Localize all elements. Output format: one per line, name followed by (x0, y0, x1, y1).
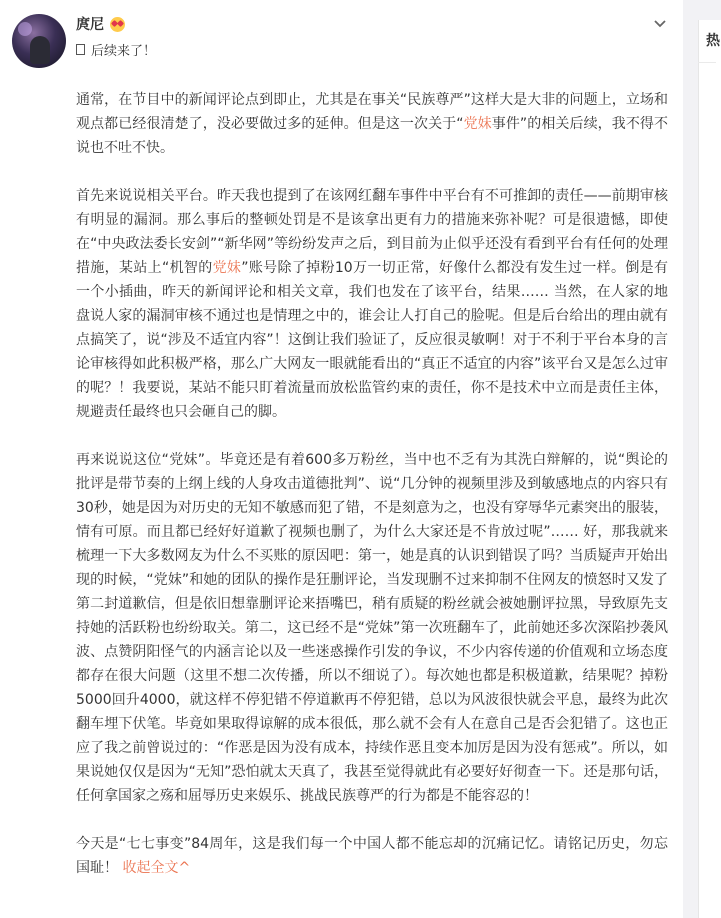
paragraph-text: ”账号除了掉粉10万一切正常，好像什么都没有发生过一样。倒是有一个小插曲，昨天的新闻评论和相关文章，我们也发在了该平台，结果…… 当然，在人家的地盘说人家的漏洞审核不通过也是情理之中的，谁会让人打自己的脸呢。但是后台给出的理由就有点搞笑了，说“涉及不适宜内容”！这倒让我们验证了，反应很灵敏啊！对于不利于平台本身的言论审核得如此积极严格，那么广大网友一眼就能看出的“真正不适宜的内容”该平台又是怎么过审的呢？！我要说，某站不能只盯着流量而放松监管约束的责任，你不是技术中立而是责任主体，规避责任最终也只会砸自己的脚。 (76, 260, 668, 420)
avatar-glow (18, 22, 32, 36)
post-paragraph (76, 88, 668, 160)
chevron-down-icon[interactable] (652, 16, 668, 32)
post-subtitle: 后续来了！ (91, 44, 157, 59)
collapse-arrow-icon[interactable]: ^ (178, 860, 191, 876)
paragraph-text: 首先来说说相关平台。昨天我也提到了在该网红翻车事件中平台有不可推卸的责任——前期审核有明显的漏洞。那么事后的整顿处罚是不是该拿出更有力的措施来弥补呢？可是很遗憾，即使在“中央政法委长安剑”“新华网”等纷纷发声之后，到目前为止似乎还没有看到平台有任何的处理措施，某站上“机智的 (76, 188, 668, 276)
post-content (76, 88, 668, 880)
collapse-full-text-link[interactable]: 收起全文 (122, 860, 179, 876)
post-paragraph (76, 832, 668, 880)
missing-glyph-icon (76, 44, 85, 55)
avatar-figure (30, 36, 50, 64)
right-sidebar (698, 20, 721, 918)
paragraph-text: 再来说说这位“党妹”。毕竟还是有着600多万粉丝，当中也不乏有为其洗白辩解的，说“舆论的批评是带节奏的上纲上线的人身攻击道德批判”、说“几分钟的视频里涉及到敏感地点的内容只有30秒，她是因为对历史的无知不敏感而犯了错，不是刻意为之，也没有穿辱华元素突出的服装，情有可原。而且都已经好好道歉了视频也删了，为什么大家还是不肯放过呢”…… 好，那我就来梳理一下大多数网友为什么不买账的原因吧：第一，她是真的认识到错误了吗？当质疑声开始出现的时候，“党妹”和她的团队的操作是狂删评论，当发现删不过来抑制不住网友的愤怒时又发了第二封道歉信，但是依旧想靠删评论来捂嘴巴，稍有质疑的粉丝就会被她删评拉黑，导致原先支持她的活跃粉也纷纷取关。第二，这已经不是“党妹”第一次班翻车了，此前她还多次深陷抄袭风波、点赞阴阳怪气的内涵言论以及一些迷惑操作引发的争议，不少内容传递的价值观和立场态度都存在很大问题（这里不想二次传播，所以不细说了）。每次她也都是积极道歉，结果呢？掉粉5000回升4000，就这样不停犯错不停道歉再不停犯错，总以为风波很快就会平息，最终为此次翻车埋下伏笔。毕竟如果取得谅解的成本很低，那么就不会有人在意自己是否会犯错了。这也正应了我之前曾说过的：“作恶是因为没有成本，持续作恶且变本加厉是因为没有惩戒”。所以，如果说她仅仅是因为“无知”恐怕就太天真了，我甚至觉得就此有必要好好彻查一下。还是那句话，任何拿国家之殇和屈辱历史来娱乐、挑战民族尊严的行为都是不能容忍的！ (76, 452, 668, 804)
paragraph-text: 通常，在节目中的新闻评论点到即止，尤其是在事关“民族尊严”这样大是大非的问题上，立场和观点都已经很清楚了，没必要做过多的延伸。但是这一次关于“ (76, 92, 668, 132)
sidebar-hot-label: 热 (706, 33, 720, 49)
paragraph-text: 事件”的相关后续，我不得不说也不吐不快。 (76, 116, 668, 156)
heart-eyes-emoji-icon (110, 17, 125, 32)
author-name[interactable]: 庹尼 (76, 17, 104, 33)
avatar[interactable] (12, 14, 66, 68)
post-subtitle-row (76, 40, 156, 59)
sidebar-divider (698, 62, 716, 63)
paragraph-text: 今天是“七七事变”84周年，这是我们每一个中国人都不能忘却的沉痛记忆。请铭记历史，勿忘国耻！ (76, 836, 668, 876)
highlighted-keyword: 党妹 (212, 260, 242, 276)
highlighted-keyword: 党妹 (463, 116, 492, 132)
author-row (76, 14, 125, 34)
post-paragraph (76, 448, 668, 808)
post-paragraph (76, 184, 668, 424)
